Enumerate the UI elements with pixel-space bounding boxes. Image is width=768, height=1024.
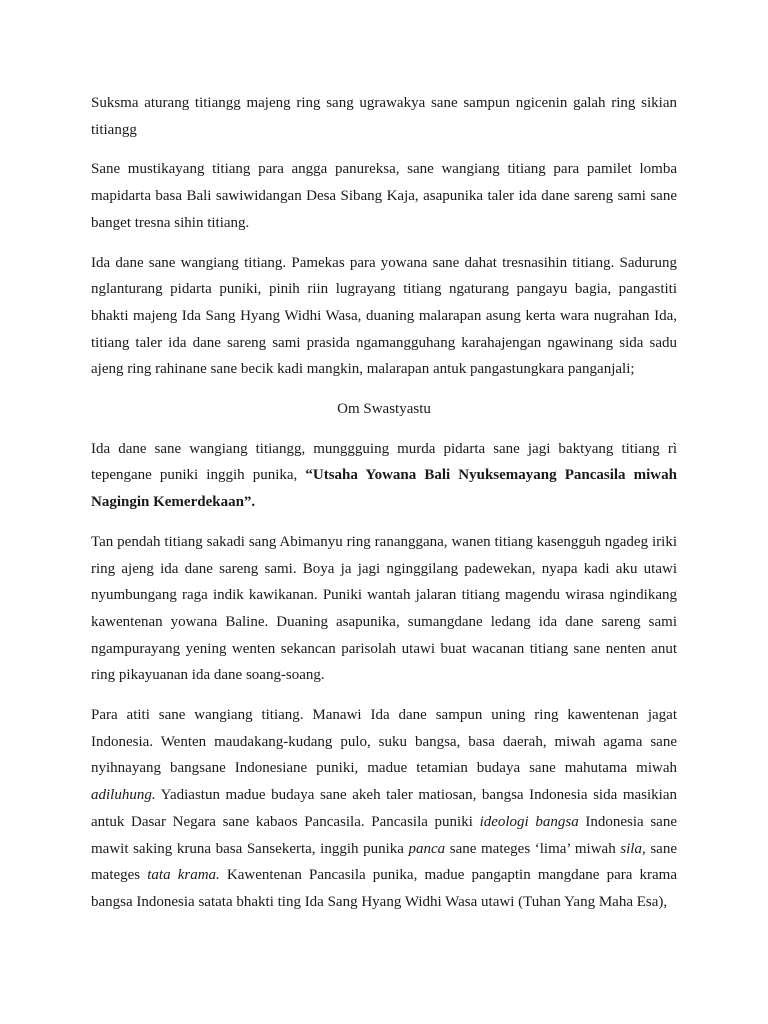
document-body (91, 90, 677, 916)
paragraph (91, 90, 677, 143)
text-segment: Ida dane sane wangiang titiang. Pamekas para yowana sane dahat tresnasihin titiang. Sadurung nglanturang pidarta puniki, pinih riin lugrayang titiang ngaturang pangayu bagia, pangastiti bhakti majeng Ida Sang Hyang Widhi Wasa, duaning malarapan asung kerta wara nugrahan Ida, titiang taler ida dane sareng sami prasida ngamangguhang karahajengan ngawinang sida sadu ajeng ring rahinane sane becik kadi mangkin, malarapan antuk pangastungkara panganjali; (91, 254, 677, 378)
emphasized-term: adiluhung. (91, 787, 156, 804)
emphasized-term: panca (408, 840, 446, 857)
text-segment: Yadiastun madue budaya sane akeh taler matiosan, bangsa Indonesia sida masikian antuk Dasar Negara sane kabaos Pancasila. Pancasila puniki (91, 787, 677, 830)
paragraph (91, 156, 677, 236)
text-segment: Kawentenan Pancasila punika, madue pangaptin mangdane para krama bangsa Indonesia satata bhakti ting Ida Sang Hyang Widhi Wasa utawi (Tuhan Yang Maha Esa), (91, 867, 677, 910)
emphasized-term: sila (620, 840, 642, 857)
text-segment: sane mateges ‘lima’ miwah (445, 840, 621, 857)
text-segment: Sane mustikayang titiang para angga panureksa, sane wangiang titiang para pamilet lomba mapidarta basa Bali sawiwidangan Desa Sibang Kaja, asapunika taler ida dane sareng sami sane banget tresna sihin titiang. (91, 161, 677, 231)
text-segment: Om Swastyastu (337, 401, 431, 418)
text-segment: Indonesia sane mawit saking kruna basa Sansekerta, inggih punika (91, 813, 678, 857)
text-segment: Suksma aturang titiangg majeng ring sang ugrawakya sane sampun ngicenin galah ring sikian titiangg (91, 95, 677, 138)
paragraph (91, 436, 677, 516)
text-segment: Para atiti sane wangiang titiang. Manawi Ida dane sampun uning ring kawentenan jagat Indonesia. Wenten maudakang-kudang pulo, suku bangsa, basa daerah, miwah agama sane nyihnayang bangsane Indonesiane puniki, madue tetamian budaya sane mahutama miwah (91, 707, 677, 777)
paragraph (91, 702, 677, 916)
paragraph (91, 250, 677, 384)
text-segment: Ida dane sane wangiang titiangg, munggguing murda pidarta sane jagi baktyang titiang rì tepengane puniki inggih punika, (91, 440, 677, 484)
text-segment: Tan pendah titiang sakadi sang Abimanyu ring rananggana, wanen titiang kasengguh ngadeg iriki ring ajeng ida dane sareng sami. Boya ja jagi nginggilang padewekan, nyapa kadi aku utawi nyumbungang raga indik kawikanan. Puniki wantah jalaran titiang magendu wirasa ngindikang kawentenan yowana Baline. Duaning asapunika, sumangdane ledang ida dane sareng sami ngampurayang yening wenten sekancan parisolah utawi buat wacanan titiang sane nenten anut ring pikayuanan ida dane soang-soang. (91, 533, 677, 684)
greeting-line (91, 396, 677, 423)
speech-title: “Utsaha Yowana Bali Nyuksemayang Pancasila miwah Nagingin Kemerdekaan”. (91, 467, 677, 511)
paragraph (91, 529, 677, 689)
emphasized-term: ideologi bangsa (479, 813, 579, 830)
emphasized-term: tata krama. (147, 867, 220, 884)
text-segment: , sane mateges (91, 840, 677, 884)
